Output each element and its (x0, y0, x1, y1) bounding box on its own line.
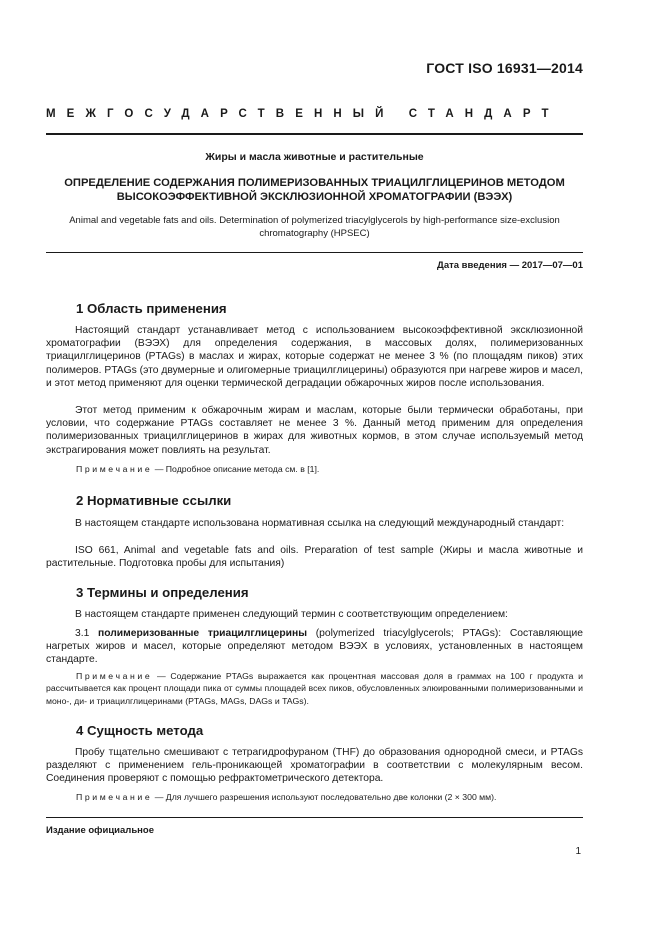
page-number: 1 (575, 846, 581, 857)
note-text: — Подробное описание метода см. в [1]. (152, 464, 320, 474)
paragraph: Пробу тщательно смешивают с тетрагидрофураном (THF) до образования однородной смеси, и PTAGs разделяют с применением гель-проникающей хроматографии в соответствии с молекулярным весом. Соединения проверяют с помощью рефрактометрического детектора. (46, 747, 583, 785)
document-title-line: ОПРЕДЕЛЕНИЕ СОДЕРЖАНИЯ ПОЛИМЕРИЗОВАННЫХ ТРИАЦИЛГЛИЦЕРИНОВ МЕТОДОМ (64, 177, 565, 189)
term-number: 3.1 (75, 628, 99, 639)
document-title-english (46, 214, 583, 240)
introduction-date: Дата введения — 2017—07—01 (437, 260, 583, 271)
paragraph: В настоящем стандарте использована нормативная ссылка на следующий международный стандарт: (75, 518, 565, 529)
note-text: — Для лучшего разрешения используют последовательно две колонки (2 × 300 мм). (152, 792, 497, 802)
paragraph: Этот метод применим к обжарочным жирам и маслам, которые были термически обработаны, при условии, что содержание PTAGs составляет не менее 3 %. Данный метод применим для определения полимеризованных триацилглицеринов в жирах для животных кормов, в этом случае используемый метод экстрагирования может повлиять на результат. (46, 405, 583, 456)
note-label: Примечание (76, 671, 153, 681)
header-divider (46, 133, 583, 135)
footer-divider (46, 817, 583, 818)
paragraph: В настоящем стандарте применен следующий термин с соответствующим определением: (75, 609, 508, 620)
section-heading-scope: 1 Область применения (76, 301, 227, 316)
document-title-line: ВЫСОКОЭФФЕКТИВНОЙ ЭКСКЛЮЗИОННОЙ ХРОМАТОГРАФИИ (ВЭЭХ) (116, 191, 513, 203)
note-label: Примечание (76, 792, 153, 802)
note (76, 463, 583, 475)
note (46, 670, 583, 707)
note-text: — Содержание PTAGs выражается как процентная массовая доля в граммах на 100 г продукта и рассчитывается как процент площади пика от суммы площадей всех пиков, обусловленных элюированными полимеризованными и моно-, ди- и триацилглицеринами (PTAGs, MAGs, DAGs и TAGs). (46, 671, 583, 706)
document-title (46, 176, 583, 204)
paragraph: ISO 661, Animal and vegetable fats and oils. Preparation of test sample (Жиры и масла животные и растительные. Подготовка пробы для испытания) (46, 545, 583, 570)
section-heading-terms: 3 Термины и определения (76, 585, 249, 600)
note-label: Примечание (76, 464, 153, 474)
section-heading-normative-references: 2 Нормативные ссылки (76, 493, 232, 508)
section-heading-method-principle: 4 Сущность метода (76, 723, 204, 738)
paragraph: Настоящий стандарт устанавливает метод с использованием высокоэффективной эксклюзионной хроматографии (ВЭЭХ) для определения содержания, в массовых долях, полимеризованных триацилглицеринов (PTAGs) в маслах и жирах, которые содержат не менее 3 % (по площадям пиков) этих полимеров. PTAGs (это двумерные и олигомерные триацилглицерины) образуются при нагреве жиров и масел, и этот метод применяют для оценки термической деградации обжарочных жиров после использования. (46, 325, 583, 389)
document-subtitle: Жиры и масла животные и растительные (205, 151, 424, 163)
term-text: (polymerized triacylglycerols; PTAGs): Составляющие нагретых жиров и масел, которые определяют методом ВЭЭХ в условиях, установленных в настоящем стандарте. (46, 628, 583, 666)
term-definition (46, 627, 583, 667)
edition-label: Издание официальное (46, 825, 154, 836)
note (76, 791, 583, 803)
document-title-english-line: chromatography (HPSEC) (259, 228, 370, 239)
interstate-standard-banner: МЕЖГОСУДАРСТВЕННЫЙ СТАНДАРТ (46, 108, 560, 120)
document-title-english-line: Animal and vegetable fats and oils. Determination of polymerized triacylglycerols by high-performance size-exclusion (69, 215, 560, 226)
document-number: ГОСТ ISO 16931—2014 (426, 60, 583, 76)
term-name: полимеризованные триацилглицерины (98, 628, 308, 639)
title-divider (46, 252, 583, 253)
